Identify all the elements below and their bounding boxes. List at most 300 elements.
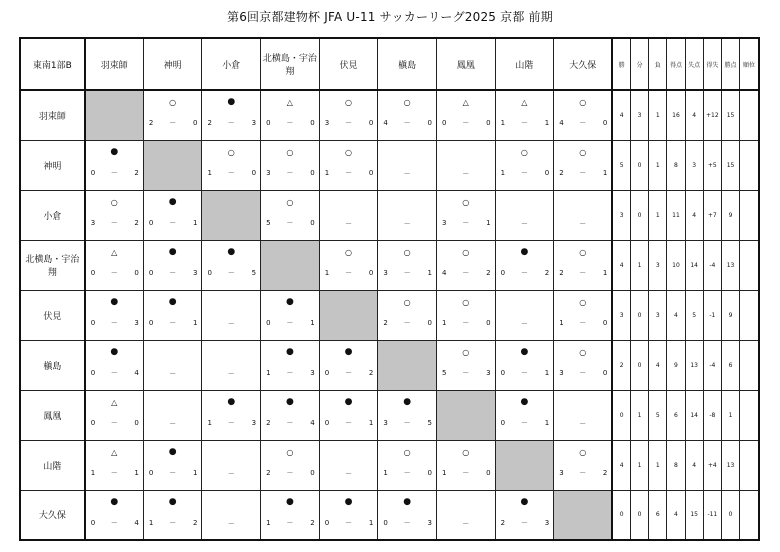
stat-cell: 1 [631, 240, 649, 290]
column-header-team: 北横島・宇治翔 [261, 38, 320, 90]
result-mark: ● [227, 246, 236, 257]
match-result-cell [495, 490, 554, 540]
match-result-cell [319, 490, 378, 540]
column-header-team: 大久保 [554, 38, 613, 90]
unplayed-dash: － [227, 319, 235, 328]
score-opponent: 1 [134, 468, 139, 477]
stat-cell: 0 [631, 290, 649, 340]
match-result-cell [495, 90, 554, 140]
score-own: 0 [383, 518, 388, 527]
score-opponent: 3 [544, 518, 550, 527]
self-match-cell [261, 240, 320, 290]
match-result-cell [85, 240, 144, 290]
score-opponent: 0 [134, 418, 139, 427]
unplayed-dash: － [403, 219, 411, 228]
score-opponent: 3 [251, 418, 257, 427]
result-mark: ● [110, 146, 119, 157]
column-header-team: 伏見 [319, 38, 378, 90]
score-own: 2 [559, 268, 564, 277]
row-team-name: 大久保 [20, 490, 85, 540]
stat-cell [740, 290, 759, 340]
result-mark: ○ [403, 247, 411, 257]
score-opponent: 1 [544, 119, 550, 127]
result-mark: ○ [579, 297, 587, 307]
stat-cell [740, 440, 759, 490]
result-mark: ● [344, 396, 353, 407]
stat-cell: 1 [631, 390, 649, 440]
score-opponent: 2 [310, 518, 315, 527]
self-match-cell [436, 390, 495, 440]
match-result-cell [85, 290, 144, 340]
stat-cell: -4 [703, 240, 721, 290]
score-opponent: 1 [544, 418, 550, 427]
score-separator: － [169, 268, 177, 277]
score-separator: － [579, 468, 587, 477]
column-header-stat: 勝 [612, 38, 630, 90]
score-separator: － [403, 268, 411, 277]
match-result-cell [85, 490, 144, 540]
score-opponent: 3 [427, 518, 432, 527]
result-mark: ○ [579, 98, 587, 107]
table-row [20, 90, 759, 140]
stat-cell: 0 [631, 340, 649, 390]
score-own: 1 [324, 168, 330, 177]
stat-cell: 3 [649, 290, 667, 340]
self-match-cell [554, 490, 613, 540]
score-own: 2 [207, 119, 212, 127]
self-match-cell [202, 190, 261, 240]
match-result-cell [143, 240, 202, 290]
score-own: 0 [500, 268, 506, 277]
unplayed-match-cell [143, 390, 202, 440]
score-separator: － [227, 268, 235, 277]
score-own: 4 [559, 119, 564, 127]
score-separator: － [227, 119, 235, 127]
match-result-cell [202, 140, 261, 190]
score-opponent: 1 [602, 168, 608, 177]
table-row [20, 140, 759, 190]
score-own: 1 [207, 418, 212, 427]
stat-cell: 4 [649, 340, 667, 390]
stat-cell: 14 [685, 390, 703, 440]
score-own: 0 [90, 268, 96, 277]
score-own: 3 [383, 268, 388, 277]
table-row [20, 440, 759, 490]
match-result-cell [554, 290, 613, 340]
result-mark: △ [462, 98, 469, 107]
result-mark: ● [227, 396, 236, 407]
score-separator: － [286, 119, 294, 127]
table-header [20, 38, 759, 90]
match-result-cell [85, 390, 144, 440]
stat-cell: 1 [649, 90, 667, 140]
stat-cell: 8 [667, 440, 685, 490]
unplayed-match-cell [495, 290, 554, 340]
unplayed-match-cell [554, 190, 613, 240]
score-opponent: 5 [251, 268, 257, 277]
result-mark: ● [227, 97, 236, 107]
result-mark: ○ [286, 197, 294, 207]
stat-cell: 2 [612, 340, 630, 390]
score-separator: － [403, 518, 411, 527]
stat-cell: 4 [685, 190, 703, 240]
match-result-cell [319, 340, 378, 390]
result-mark: ● [285, 496, 294, 507]
stat-cell: 4 [667, 290, 685, 340]
match-result-cell [261, 90, 320, 140]
match-result-cell [554, 340, 613, 390]
result-mark: △ [286, 98, 293, 107]
match-result-cell [319, 140, 378, 190]
match-result-cell [261, 190, 320, 240]
column-header-stat: 得点 [667, 38, 685, 90]
score-own: 0 [324, 418, 330, 427]
stat-cell [740, 140, 759, 190]
score-own: 0 [266, 318, 271, 327]
stat-cell: -1 [703, 290, 721, 340]
score-opponent: 1 [192, 218, 198, 227]
score-own: 0 [90, 318, 96, 327]
match-result-cell [85, 340, 144, 390]
score-opponent: 1 [427, 268, 432, 277]
stat-cell: +12 [703, 90, 721, 140]
stat-cell: 3 [612, 190, 630, 240]
column-header-team: 鳳凰 [436, 38, 495, 90]
score-opponent: 0 [427, 468, 432, 477]
result-mark: ● [403, 496, 412, 507]
match-result-cell [143, 90, 202, 140]
unplayed-match-cell [436, 490, 495, 540]
match-result-cell [143, 490, 202, 540]
stat-cell: 1 [631, 440, 649, 490]
match-result-cell [436, 290, 495, 340]
score-separator: － [520, 418, 528, 427]
result-mark: ● [110, 346, 119, 357]
row-team-name: 北横島・宇治翔 [20, 240, 85, 290]
unplayed-match-cell [319, 440, 378, 490]
unplayed-match-cell [202, 290, 261, 340]
score-separator: － [520, 119, 528, 127]
group-name: 東南1部B [20, 38, 85, 90]
row-team-name: 小倉 [20, 190, 85, 240]
unplayed-match-cell [495, 190, 554, 240]
result-mark: ● [520, 396, 529, 407]
column-header-team: 羽束師 [85, 38, 144, 90]
score-separator: － [462, 468, 470, 477]
result-mark: △ [111, 397, 118, 407]
score-opponent: 1 [310, 318, 315, 327]
score-separator: － [169, 468, 177, 477]
match-result-cell [143, 290, 202, 340]
score-own: 0 [148, 268, 154, 277]
score-own: 2 [383, 318, 388, 327]
stat-cell: 1 [721, 390, 739, 440]
result-mark: △ [111, 447, 118, 457]
match-result-cell [85, 190, 144, 240]
score-opponent: 0 [486, 119, 491, 127]
match-result-cell [202, 90, 261, 140]
score-own: 0 [266, 119, 271, 127]
score-separator: － [579, 318, 587, 327]
score-separator: － [110, 318, 118, 327]
column-header-team: 小倉 [202, 38, 261, 90]
row-team-name: 槇島 [20, 340, 85, 390]
unplayed-match-cell [554, 390, 613, 440]
result-mark: ● [168, 446, 177, 457]
score-opponent: 0 [368, 168, 374, 177]
score-own: 3 [90, 218, 96, 227]
unplayed-dash: － [227, 469, 235, 478]
score-own: 2 [148, 119, 154, 127]
score-opponent: 0 [310, 119, 315, 127]
result-mark: ○ [579, 247, 587, 257]
score-own: 5 [441, 368, 447, 377]
score-own: 1 [441, 468, 447, 477]
stat-cell: 10 [667, 240, 685, 290]
score-opponent: 0 [486, 468, 491, 477]
match-result-cell [202, 390, 261, 440]
column-header-stat: 得失 [703, 38, 721, 90]
column-header-team: 槇島 [378, 38, 437, 90]
match-result-cell [436, 440, 495, 490]
score-own: 1 [324, 268, 330, 277]
score-own: 2 [266, 418, 271, 427]
stat-cell: 4 [685, 440, 703, 490]
result-mark: ● [168, 296, 177, 307]
score-opponent: 1 [544, 368, 550, 377]
score-opponent: 0 [602, 368, 608, 377]
score-opponent: 0 [368, 119, 374, 127]
unplayed-dash: － [227, 519, 235, 528]
stat-cell: 4 [685, 90, 703, 140]
score-opponent: 1 [368, 518, 374, 527]
score-own: 3 [559, 468, 564, 477]
result-mark: ● [168, 196, 177, 207]
stat-cell: 5 [612, 140, 630, 190]
column-header-stat: 負 [649, 38, 667, 90]
unplayed-match-cell [319, 190, 378, 240]
match-result-cell [554, 90, 613, 140]
score-opponent: 4 [134, 518, 139, 527]
score-opponent: 0 [427, 119, 432, 127]
match-result-cell [261, 140, 320, 190]
stat-cell: 0 [631, 190, 649, 240]
stat-cell: 14 [685, 240, 703, 290]
unplayed-dash: － [403, 169, 411, 178]
result-mark: ○ [462, 447, 470, 457]
stat-cell: 16 [667, 90, 685, 140]
stat-cell: 15 [721, 140, 739, 190]
table-row [20, 490, 759, 540]
stat-cell: +5 [703, 140, 721, 190]
result-mark: ○ [286, 147, 294, 157]
score-opponent: 3 [134, 318, 139, 327]
result-mark: ○ [462, 247, 470, 257]
match-result-cell [378, 90, 437, 140]
result-mark: △ [111, 247, 118, 257]
score-opponent: 1 [368, 418, 374, 427]
column-header-stat: 分 [631, 38, 649, 90]
score-opponent: 1 [486, 218, 491, 227]
score-own: 1 [90, 468, 96, 477]
score-separator: － [462, 119, 470, 127]
stat-cell: +7 [703, 190, 721, 240]
score-separator: － [286, 518, 294, 527]
score-opponent: 3 [251, 119, 257, 127]
score-separator: － [227, 168, 235, 177]
result-mark: ○ [462, 197, 470, 207]
column-header-team: 神明 [143, 38, 202, 90]
score-separator: － [345, 368, 352, 377]
result-mark: ○ [286, 447, 294, 457]
score-own: 1 [266, 518, 271, 527]
match-result-cell [319, 240, 378, 290]
stat-cell: 0 [721, 490, 739, 540]
row-team-name: 伏見 [20, 290, 85, 340]
score-opponent: 2 [602, 468, 608, 477]
result-mark: ○ [345, 247, 352, 257]
stat-cell: 11 [667, 190, 685, 240]
result-mark: ○ [403, 297, 411, 307]
stat-cell: -11 [703, 490, 721, 540]
score-separator: － [403, 468, 411, 477]
match-result-cell [319, 90, 378, 140]
stat-cell: 0 [612, 390, 630, 440]
score-separator: － [227, 418, 235, 427]
score-opponent: 2 [544, 268, 550, 277]
score-separator: － [110, 168, 118, 177]
match-result-cell [202, 240, 261, 290]
stat-cell: -4 [703, 340, 721, 390]
score-opponent: 0 [251, 168, 257, 177]
score-own: 4 [383, 119, 388, 127]
score-own: 0 [324, 518, 330, 527]
result-mark: ○ [462, 347, 470, 357]
match-result-cell [261, 440, 320, 490]
score-separator: － [520, 518, 528, 527]
score-opponent: 0 [602, 318, 608, 327]
match-result-cell [554, 140, 613, 190]
score-opponent: 0 [192, 119, 198, 127]
score-separator: － [403, 418, 411, 427]
stat-cell: 4 [612, 440, 630, 490]
score-opponent: 0 [602, 119, 608, 127]
match-result-cell [378, 290, 437, 340]
score-own: 2 [266, 468, 271, 477]
stat-cell: 3 [612, 290, 630, 340]
unplayed-dash: － [169, 419, 177, 428]
stat-cell [740, 390, 759, 440]
stat-cell [740, 190, 759, 240]
row-team-name: 神明 [20, 140, 85, 190]
score-separator: － [110, 518, 118, 527]
match-result-cell [554, 440, 613, 490]
stat-cell: 3 [685, 140, 703, 190]
score-own: 2 [559, 168, 564, 177]
stat-cell: 13 [721, 240, 739, 290]
score-opponent: 3 [310, 368, 315, 377]
score-separator: － [110, 218, 118, 227]
match-result-cell [554, 240, 613, 290]
match-result-cell [261, 390, 320, 440]
score-own: 1 [148, 518, 154, 527]
score-own: 0 [324, 368, 330, 377]
result-mark: ○ [110, 197, 118, 207]
result-mark: ○ [579, 147, 587, 157]
score-opponent: 5 [427, 418, 432, 427]
score-separator: － [520, 368, 528, 377]
score-opponent: 2 [368, 368, 374, 377]
stat-cell: 13 [685, 340, 703, 390]
match-result-cell [261, 290, 320, 340]
result-mark: △ [521, 98, 528, 107]
stat-cell: 6 [721, 340, 739, 390]
score-own: 0 [90, 518, 96, 527]
result-mark: ○ [169, 98, 177, 107]
score-separator: － [286, 218, 294, 227]
score-separator: － [403, 318, 411, 327]
match-result-cell [143, 440, 202, 490]
score-separator: － [286, 468, 294, 477]
score-separator: － [110, 368, 118, 377]
stat-cell: 0 [631, 490, 649, 540]
table-row [20, 340, 759, 390]
self-match-cell [143, 140, 202, 190]
score-own: 5 [266, 218, 271, 227]
stat-cell [740, 240, 759, 290]
result-mark: ● [403, 396, 412, 407]
score-separator: － [403, 119, 411, 127]
unplayed-dash: － [227, 369, 235, 378]
self-match-cell [378, 340, 437, 390]
match-result-cell [378, 390, 437, 440]
score-opponent: 3 [192, 268, 198, 277]
unplayed-dash: － [345, 469, 352, 478]
result-mark: ● [168, 246, 177, 257]
result-mark: ○ [227, 147, 235, 157]
score-own: 1 [500, 119, 506, 127]
score-separator: － [345, 518, 352, 527]
match-result-cell [261, 340, 320, 390]
result-mark: ○ [579, 447, 587, 457]
stat-cell: 1 [649, 190, 667, 240]
unplayed-dash: － [169, 369, 177, 378]
stat-cell: 15 [685, 490, 703, 540]
score-opponent: 0 [427, 318, 432, 327]
stat-cell: 8 [667, 140, 685, 190]
result-mark: ● [110, 296, 119, 307]
score-separator: － [462, 318, 470, 327]
score-separator: － [286, 368, 294, 377]
score-separator: － [462, 368, 470, 377]
result-mark: ● [520, 496, 529, 507]
unplayed-dash: － [579, 419, 587, 428]
unplayed-dash: － [520, 319, 528, 328]
score-own: 1 [500, 168, 506, 177]
score-own: 3 [383, 418, 388, 427]
match-result-cell [436, 90, 495, 140]
match-result-cell [85, 140, 144, 190]
score-separator: － [579, 119, 587, 127]
unplayed-match-cell [143, 340, 202, 390]
score-opponent: 3 [486, 368, 491, 377]
score-separator: － [345, 268, 352, 277]
score-own: 1 [383, 468, 388, 477]
score-opponent: 1 [602, 268, 608, 277]
score-separator: － [345, 119, 352, 127]
score-opponent: 2 [134, 168, 139, 177]
score-separator: － [110, 468, 118, 477]
